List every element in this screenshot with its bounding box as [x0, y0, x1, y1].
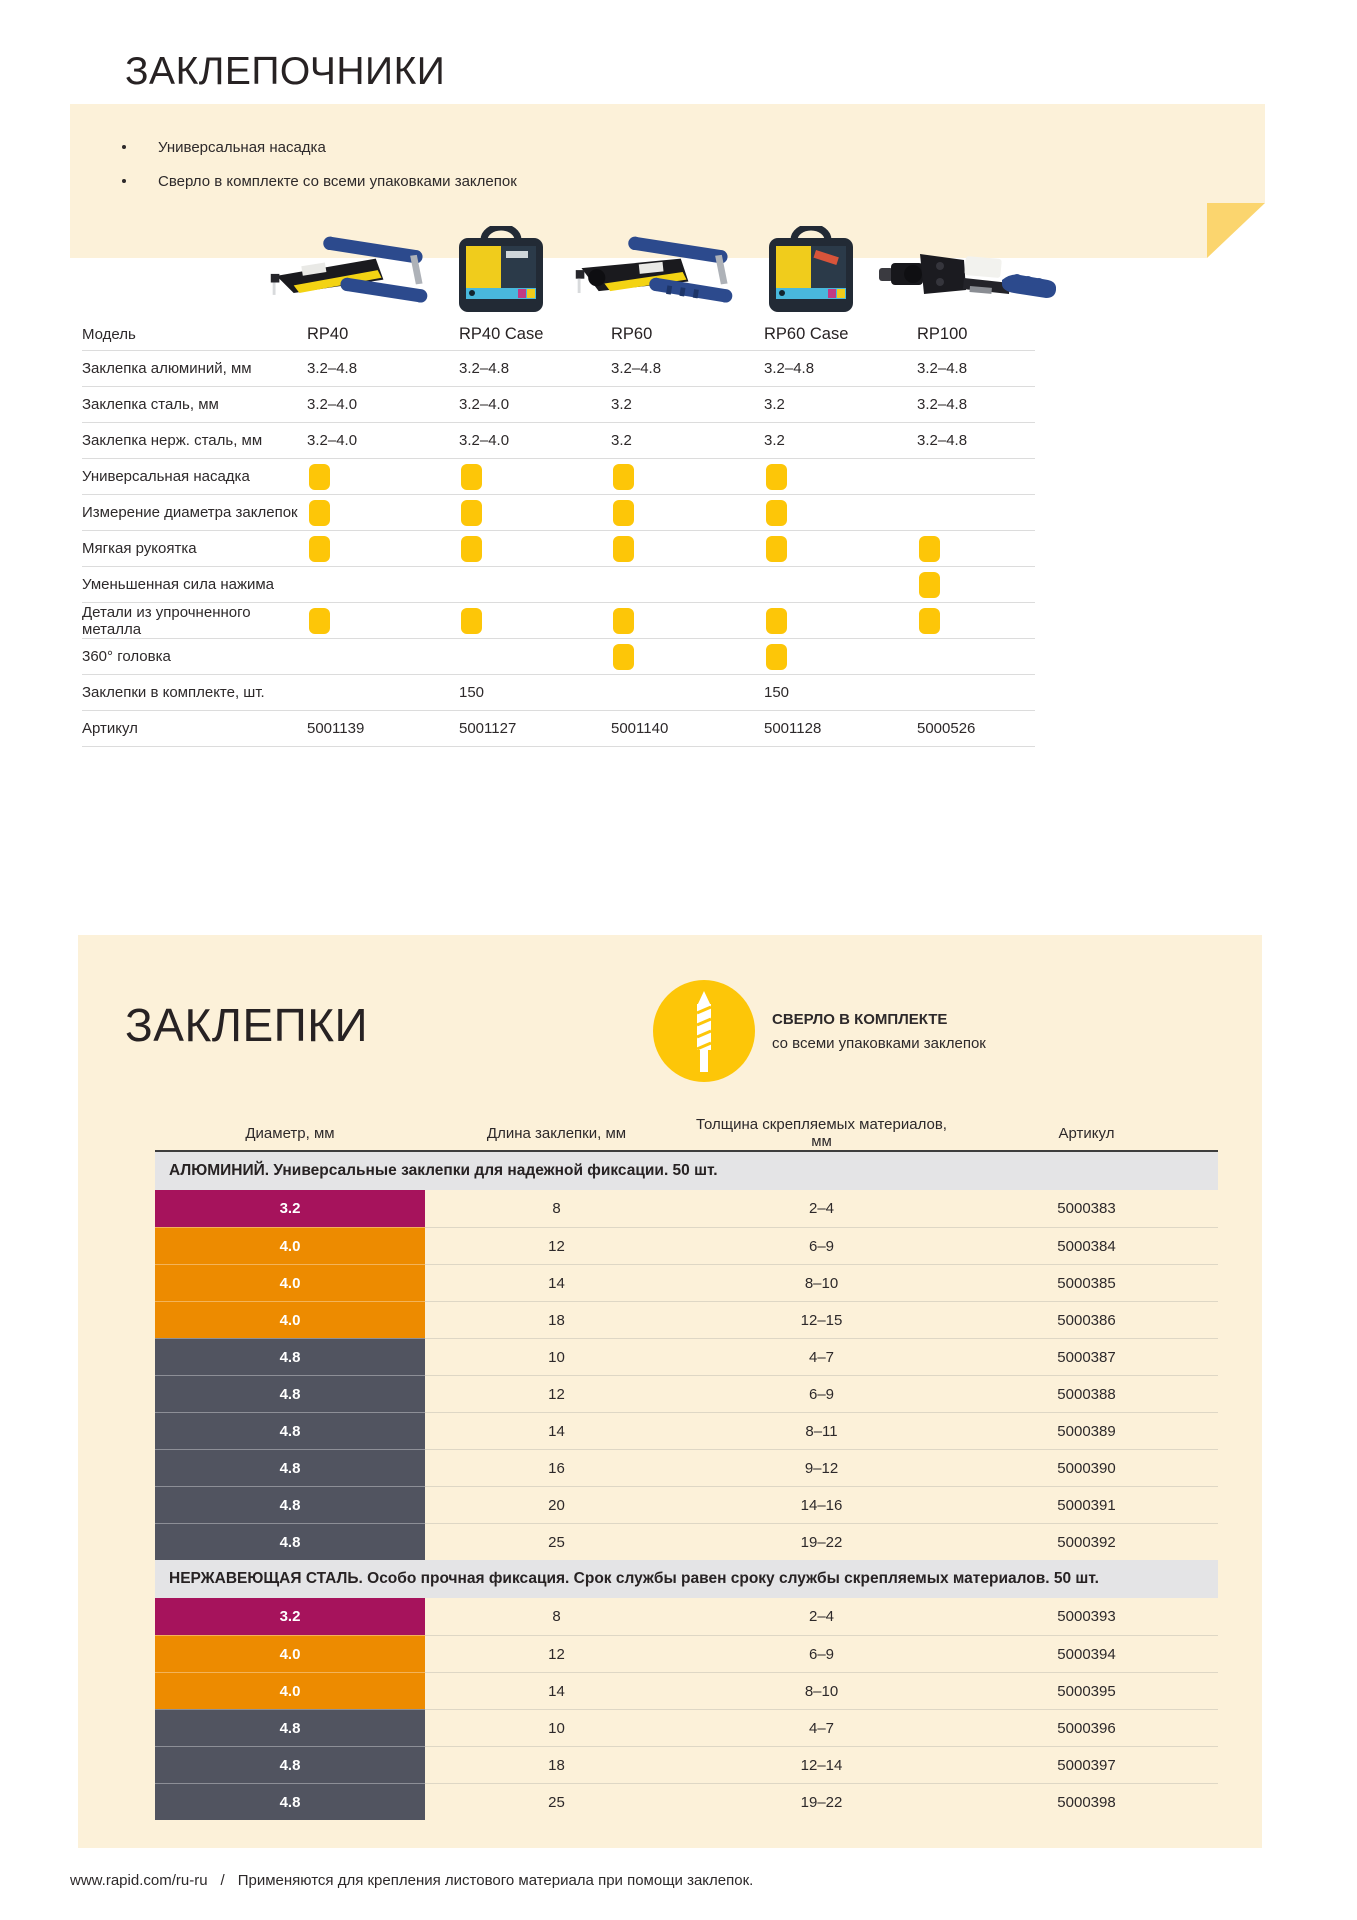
yellow-check-icon [613, 464, 634, 490]
sku-cell: 5000397 [955, 1746, 1218, 1783]
length-cell: 12 [425, 1227, 688, 1264]
feature-cell [611, 536, 764, 562]
row-label: Детали из упрочненного металла [82, 603, 251, 638]
model-name: RP60 [611, 324, 653, 343]
diameter-cell: 3.2 [155, 1190, 425, 1227]
product-images-row [0, 224, 1357, 316]
length-cell: 8 [552, 1608, 561, 1625]
diameter-cell: 4.8 [155, 1449, 425, 1486]
yellow-check-icon [613, 608, 634, 634]
sku-cell: 5000391 [955, 1486, 1218, 1523]
feature-cell [459, 536, 611, 562]
highlight-text: Сверло в комплекте со всеми упаковками заклепок [158, 172, 517, 190]
sku-cell: 5000385 [955, 1264, 1218, 1301]
product-image-rp100 [877, 242, 1057, 314]
yellow-check-icon [919, 572, 940, 598]
sku-cell: 5000395 [955, 1672, 1218, 1709]
sku-cell: 5000394 [955, 1635, 1218, 1672]
model-name: RP60 Case [764, 324, 849, 343]
value-cell: 3.2–4.8 [917, 396, 968, 413]
feature-cell [764, 644, 917, 670]
sku-cell: 5000389 [955, 1412, 1218, 1449]
length-cell: 25 [425, 1783, 688, 1820]
diameter-cell: 4.0 [155, 1301, 425, 1338]
feature-cell [459, 500, 611, 526]
value-cell: 5001139 [307, 720, 365, 737]
model-name: RP100 [917, 324, 968, 343]
rivets-table-row [155, 1783, 1218, 1820]
thickness-cell: 4–7 [688, 1338, 955, 1375]
sku-cell: 5000384 [955, 1227, 1218, 1264]
value-cell: 5001128 [764, 720, 822, 737]
diameter-cell: 4.0 [155, 1227, 425, 1264]
bullet-icon [122, 179, 126, 183]
yellow-check-icon [461, 536, 482, 562]
rivets-table-row [155, 1227, 1218, 1264]
yellow-check-icon [919, 536, 940, 562]
value-cell: 3.2–4.8 [917, 360, 968, 377]
rivets-table-row [155, 1709, 1218, 1746]
rivets-table-row [155, 1672, 1218, 1709]
diameter-cell: 4.8 [155, 1746, 425, 1783]
rivets-table-row [155, 1190, 1218, 1227]
sku-cell: 5000390 [955, 1449, 1218, 1486]
yellow-check-icon [766, 608, 787, 634]
thickness-cell: 2–4 [808, 1608, 835, 1625]
rivets-section-header: НЕРЖАВЕЮЩАЯ СТАЛЬ. Особо прочная фиксация. Срок службы равен сроку службы скрепляемых материалов. 50 шт. [155, 1560, 1218, 1598]
value-cell: 3.2–4.0 [459, 396, 510, 413]
value-cell: 3.2–4.0 [307, 396, 358, 413]
sku-cell: 5000388 [955, 1375, 1218, 1412]
yellow-check-icon [919, 608, 940, 634]
row-label: Заклепки в комплекте, шт. [82, 684, 265, 701]
thickness-cell: 9–12 [688, 1449, 955, 1486]
footer-text: Применяются для крепления листового материала при помощи заклепок. [237, 1872, 754, 1889]
length-cell: 14 [425, 1412, 688, 1449]
value-cell: 3.2–4.8 [307, 360, 358, 377]
sku-cell: 5000392 [955, 1523, 1218, 1560]
value-cell: 150 [764, 684, 790, 701]
thickness-cell: 8–10 [688, 1264, 955, 1301]
drill-badge-title: СВЕРЛО В КОМПЛЕКТЕ [772, 1011, 948, 1028]
riveter-table-row [82, 638, 1035, 674]
rivets-table-row [155, 1598, 1218, 1635]
yellow-check-icon [766, 644, 787, 670]
riveter-table-row [82, 386, 1035, 422]
yellow-check-icon [309, 464, 330, 490]
sku-cell: 5000383 [1057, 1200, 1116, 1217]
row-label: Заклепка алюминий, мм [82, 360, 252, 377]
highlight-text: Универсальная насадка [158, 138, 326, 156]
riveter-table-row [82, 422, 1035, 458]
diameter-cell: 4.8 [155, 1486, 425, 1523]
length-cell: 16 [425, 1449, 688, 1486]
rivets-table-row [155, 1635, 1218, 1672]
model-label: Модель [82, 325, 136, 343]
product-image-rp40 [267, 230, 433, 314]
riveter-table-row [82, 350, 1035, 386]
column-header: Артикул [1058, 1124, 1115, 1142]
diameter-cell: 4.8 [155, 1375, 425, 1412]
feature-cell [611, 608, 764, 634]
long-riveter-image [878, 242, 1056, 314]
rivets-table-row [155, 1449, 1218, 1486]
rivets-table-row [155, 1338, 1218, 1375]
drill-badge-subtitle: со всеми упаковками заклепок [772, 1035, 986, 1052]
feature-cell [917, 608, 1035, 634]
thickness-cell: 12–15 [688, 1301, 955, 1338]
diameter-cell: 4.8 [155, 1709, 425, 1746]
value-cell: 150 [459, 684, 485, 701]
thickness-cell: 8–10 [688, 1672, 955, 1709]
diameter-cell: 4.8 [155, 1412, 425, 1449]
value-cell: 3.2–4.8 [611, 360, 662, 377]
model-name: RP40 Case [459, 324, 544, 343]
thickness-cell: 2–4 [808, 1200, 835, 1217]
sku-cell: 5000386 [955, 1301, 1218, 1338]
row-label: Артикул [82, 720, 138, 737]
drill-badge [653, 980, 755, 1082]
riveter-image [575, 230, 735, 314]
value-cell: 3.2 [611, 432, 632, 449]
thickness-cell: 8–11 [688, 1412, 955, 1449]
row-label: Заклепка сталь, мм [82, 396, 219, 413]
riveter-table-row [82, 494, 1035, 530]
riveter-table-row [82, 566, 1035, 602]
value-cell: 5000526 [917, 720, 976, 737]
riveter-table-header [82, 318, 1035, 350]
feature-cell [459, 608, 611, 634]
diameter-cell: 4.8 [155, 1338, 425, 1375]
yellow-check-icon [766, 500, 787, 526]
length-cell: 18 [425, 1301, 688, 1338]
value-cell: 3.2 [764, 432, 785, 449]
yellow-check-icon [461, 500, 482, 526]
length-cell: 20 [425, 1486, 688, 1523]
feature-cell [611, 464, 764, 490]
value-cell: 3.2 [611, 396, 632, 413]
footer-separator: / [220, 1872, 225, 1889]
column-header: Длина заклепки, мм [486, 1124, 627, 1142]
rivets-table-row [155, 1486, 1218, 1523]
diameter-cell: 4.0 [155, 1672, 425, 1709]
rivets-table-row [155, 1412, 1218, 1449]
row-label: Измерение диаметра заклепок [82, 504, 298, 521]
rivets-table-row [155, 1523, 1218, 1560]
list-item [122, 164, 517, 198]
thickness-cell: 19–22 [688, 1783, 955, 1820]
yellow-check-icon [461, 464, 482, 490]
row-label: Заклепка нерж. сталь, мм [82, 432, 263, 449]
rivets-table-row [155, 1746, 1218, 1783]
sku-cell: 5000393 [1057, 1608, 1116, 1625]
riveters-spec-table [82, 318, 1035, 747]
diameter-cell: 4.8 [155, 1523, 425, 1560]
feature-cell [764, 464, 917, 490]
case-image [766, 226, 856, 314]
yellow-check-icon [766, 464, 787, 490]
thickness-cell: 12–14 [688, 1746, 955, 1783]
rivets-spec-table [155, 1116, 1218, 1820]
length-cell: 25 [425, 1523, 688, 1560]
sku-cell: 5000398 [955, 1783, 1218, 1820]
product-image-rp60-case [765, 226, 857, 314]
row-label: 360° головка [82, 648, 171, 665]
diameter-cell: 4.0 [155, 1635, 425, 1672]
diameter-cell: 4.8 [155, 1783, 425, 1820]
page-title-rivets: ЗАКЛЕПКИ [125, 999, 369, 1051]
yellow-check-icon [309, 536, 330, 562]
thickness-cell: 19–22 [688, 1523, 955, 1560]
column-header: Диаметр, мм [245, 1124, 335, 1142]
case-image [456, 226, 546, 314]
footer-link[interactable]: www.rapid.com/ru-ru [70, 1872, 208, 1889]
length-cell: 12 [425, 1375, 688, 1412]
yellow-check-icon [309, 500, 330, 526]
riveter-image [270, 230, 430, 314]
length-cell: 10 [425, 1338, 688, 1375]
feature-cell [307, 500, 459, 526]
thickness-cell: 4–7 [688, 1709, 955, 1746]
value-cell: 3.2–4.8 [917, 432, 968, 449]
feature-cell [764, 500, 917, 526]
yellow-check-icon [461, 608, 482, 634]
feature-cell [917, 536, 1035, 562]
rivets-table-row [155, 1301, 1218, 1338]
riveter-table-row [82, 602, 1035, 638]
yellow-check-icon [613, 644, 634, 670]
riveter-table-row [82, 674, 1035, 710]
diameter-cell: 4.0 [155, 1264, 425, 1301]
yellow-check-icon [613, 536, 634, 562]
length-cell: 18 [425, 1746, 688, 1783]
row-label: Мягкая рукоятка [82, 540, 197, 557]
riveter-table-row [82, 710, 1035, 746]
feature-cell [611, 644, 764, 670]
sku-cell: 5000396 [955, 1709, 1218, 1746]
row-label: Уменьшенная сила нажима [82, 576, 275, 593]
page-footer [70, 1872, 753, 1889]
value-cell: 3.2 [764, 396, 785, 413]
thickness-cell: 6–9 [688, 1635, 955, 1672]
value-cell: 3.2–4.0 [459, 432, 510, 449]
yellow-check-icon [309, 608, 330, 634]
feature-cell [307, 608, 459, 634]
column-header: Толщина скрепляемых материалов, мм [696, 1116, 947, 1150]
riveter-table-row [82, 530, 1035, 566]
list-item [122, 130, 517, 164]
diameter-cell: 3.2 [155, 1598, 425, 1635]
thickness-cell: 6–9 [688, 1375, 955, 1412]
rivets-table-header [155, 1116, 1218, 1152]
feature-cell [917, 572, 1035, 598]
value-cell: 5001140 [611, 720, 669, 737]
feature-cell [611, 500, 764, 526]
value-cell: 3.2–4.8 [459, 360, 510, 377]
thickness-cell: 6–9 [688, 1227, 955, 1264]
highlights-list [122, 130, 517, 198]
sku-cell: 5000387 [955, 1338, 1218, 1375]
drill-badge-text [772, 1008, 986, 1056]
feature-cell [764, 536, 917, 562]
riveter-table-body [82, 350, 1035, 746]
value-cell: 3.2–4.8 [764, 360, 815, 377]
drill-bit-icon [687, 989, 721, 1073]
length-cell: 10 [425, 1709, 688, 1746]
feature-cell [459, 464, 611, 490]
rivets-table-row [155, 1375, 1218, 1412]
length-cell: 14 [425, 1264, 688, 1301]
length-cell: 12 [425, 1635, 688, 1672]
value-cell: 3.2–4.0 [307, 432, 358, 449]
thickness-cell: 14–16 [688, 1486, 955, 1523]
product-image-rp40-case [455, 226, 547, 314]
value-cell: 5001127 [459, 720, 517, 737]
page-title-riveters: ЗАКЛЕПОЧНИКИ [125, 50, 446, 93]
bullet-icon [122, 145, 126, 149]
feature-cell [764, 608, 917, 634]
rivets-section-header: АЛЮМИНИЙ. Универсальные заклепки для надежной фиксации. 50 шт. [155, 1152, 1218, 1190]
feature-cell [307, 464, 459, 490]
rivets-table-body [155, 1152, 1218, 1820]
product-image-rp60 [572, 230, 738, 314]
model-name: RP40 [307, 324, 349, 343]
length-cell: 14 [425, 1672, 688, 1709]
yellow-check-icon [766, 536, 787, 562]
row-label: Универсальная насадка [82, 468, 250, 485]
yellow-check-icon [613, 500, 634, 526]
length-cell: 8 [552, 1200, 561, 1217]
feature-cell [307, 536, 459, 562]
riveter-table-row [82, 458, 1035, 494]
rivets-table-row [155, 1264, 1218, 1301]
